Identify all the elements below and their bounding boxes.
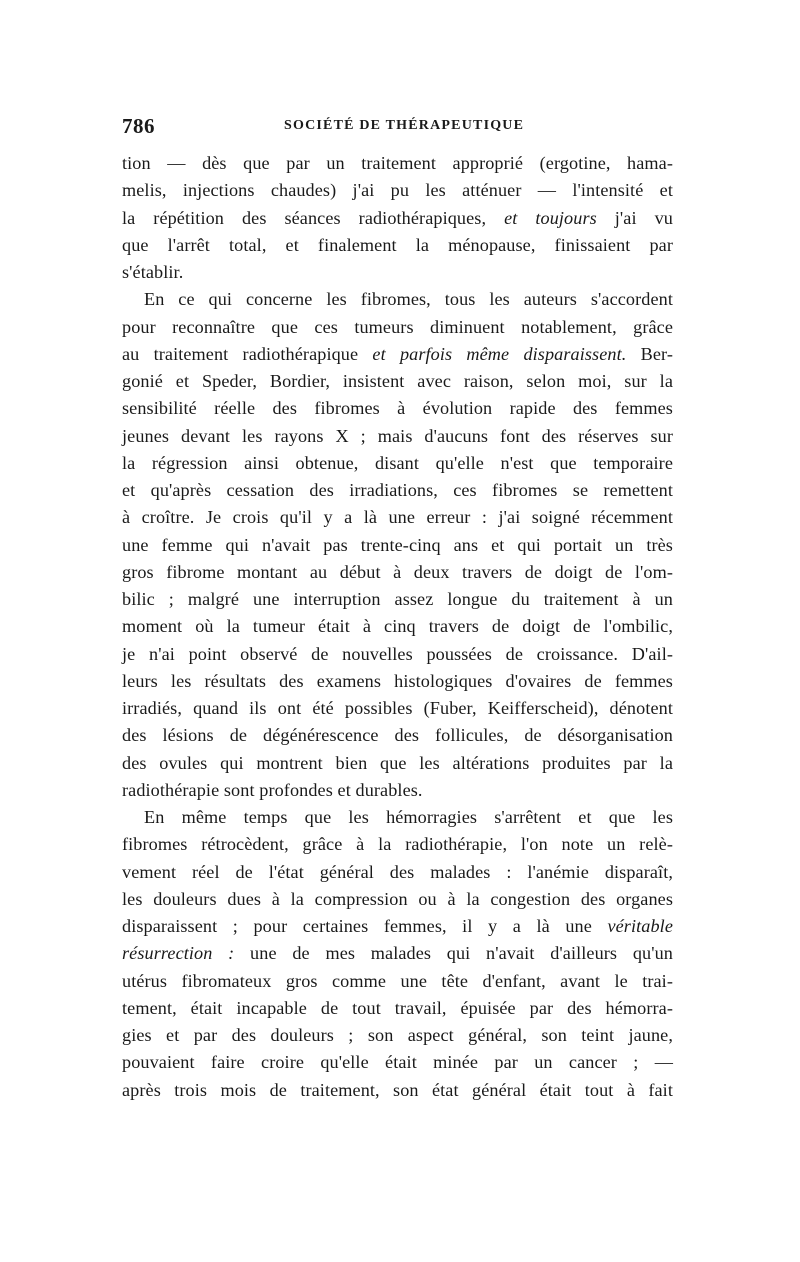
text-line: la régression ainsi obtenue, disant qu'elle n'est que temporaire [122,452,673,473]
text-run: une de mes malades qui n'avait d'ailleurs qu'un [234,943,673,964]
text-line: melis, injections chaudes) j'ai pu les atténuer — l'intensité et [122,180,673,201]
text-line [122,341,673,368]
italic-text: et parfois même disparaissent. [372,343,627,364]
text-line: à croître. Je crois qu'il y a là une erreur : j'ai soigné récemment [122,507,673,528]
text-line [122,205,673,232]
text-line [122,913,673,940]
text-line: En même temps que les hémorragies s'arrêtent et que les [144,807,673,827]
running-title: SOCIÉTÉ DE THÉRAPEUTIQUE [284,118,525,133]
body-text [122,150,673,1104]
running-header [122,114,673,142]
text-line: gies et par des douleurs ; son aspect général, son teint jaune, [122,1025,673,1045]
text-line: tion — dès que par un traitement approprié (ergotine, hama- [122,153,673,173]
text-line: bilic ; malgré une interruption assez longue du traitement à un [122,589,673,609]
text-line: sensibilité réelle des fibromes à évolution rapide des femmes [122,398,673,419]
italic-text: véritable [607,916,673,936]
text-line: je n'ai point observé de nouvelles poussées de croissance. D'ail- [122,643,673,664]
text-line: pour reconnaître que ces tumeurs diminuent notablement, grâce [122,316,673,337]
text-line: En ce qui concerne les fibromes, tous les auteurs s'accordent [144,289,673,310]
text-line: gonié et Speder, Bordier, insistent avec raison, selon moi, sur la [122,371,673,391]
text-line: tement, était incapable de tout travail, épuisée par des hémorra- [122,997,673,1018]
text-line: fibromes rétrocèdent, grâce à la radiothérapie, l'on note un relè- [122,834,673,855]
text-line: s'établir. [122,262,184,282]
text-run: au traitement radiothérapique [122,343,373,364]
italic-text: résurrection : [122,943,235,964]
text-line: des ovules qui montrent bien que les altérations produites par la [122,752,673,773]
text-line: et qu'après cessation des irradiations, ces fibromes se remettent [122,480,673,500]
text-line: une femme qui n'avait pas trente-cinq ans et qui portait un très [122,534,673,555]
text-run: la répétition des séances radiothérapiques, [122,207,505,228]
text-run: j'ai vu [596,207,673,228]
text-line: moment où la tumeur était à cinq travers de doigt de l'ombilic, [122,616,673,637]
text-line [122,940,673,967]
text-line: vement réel de l'état général des malades : l'anémie disparaît, [122,861,673,882]
text-line: jeunes devant les rayons X ; mais d'aucuns font des réserves sur [122,425,673,446]
text-line: les douleurs dues à la compression ou à la congestion des organes [122,888,673,909]
text-line: pouvaient faire croire qu'elle était minée par un cancer ; — [122,1052,673,1073]
text-line: des lésions de dégénérescence des follicules, de désorganisation [122,725,673,746]
text-line: gros fibrome montant au début à deux travers de doigt de l'om- [122,561,673,582]
page-number: 786 [122,114,155,138]
text-line: que l'arrêt total, et finalement la ménopause, finissaient par [122,234,673,255]
text-line: utérus fibromateux gros comme une tête d'enfant, avant le trai- [122,970,673,991]
text-run: Ber- [626,343,673,364]
text-line: radiothérapie sont profondes et durables. [122,779,423,800]
text-line: après trois mois de traitement, son état général était tout à fait [122,1079,673,1100]
text-line: irradiés, quand ils ont été possibles (Fuber, Keifferscheid), dénotent [122,698,673,718]
italic-text: et toujours [504,207,597,228]
text-line: leurs les résultats des examens histologiques d'ovaires de femmes [122,670,673,691]
text-run: disparaissent ; pour certaines femmes, il y a là une [122,916,608,936]
